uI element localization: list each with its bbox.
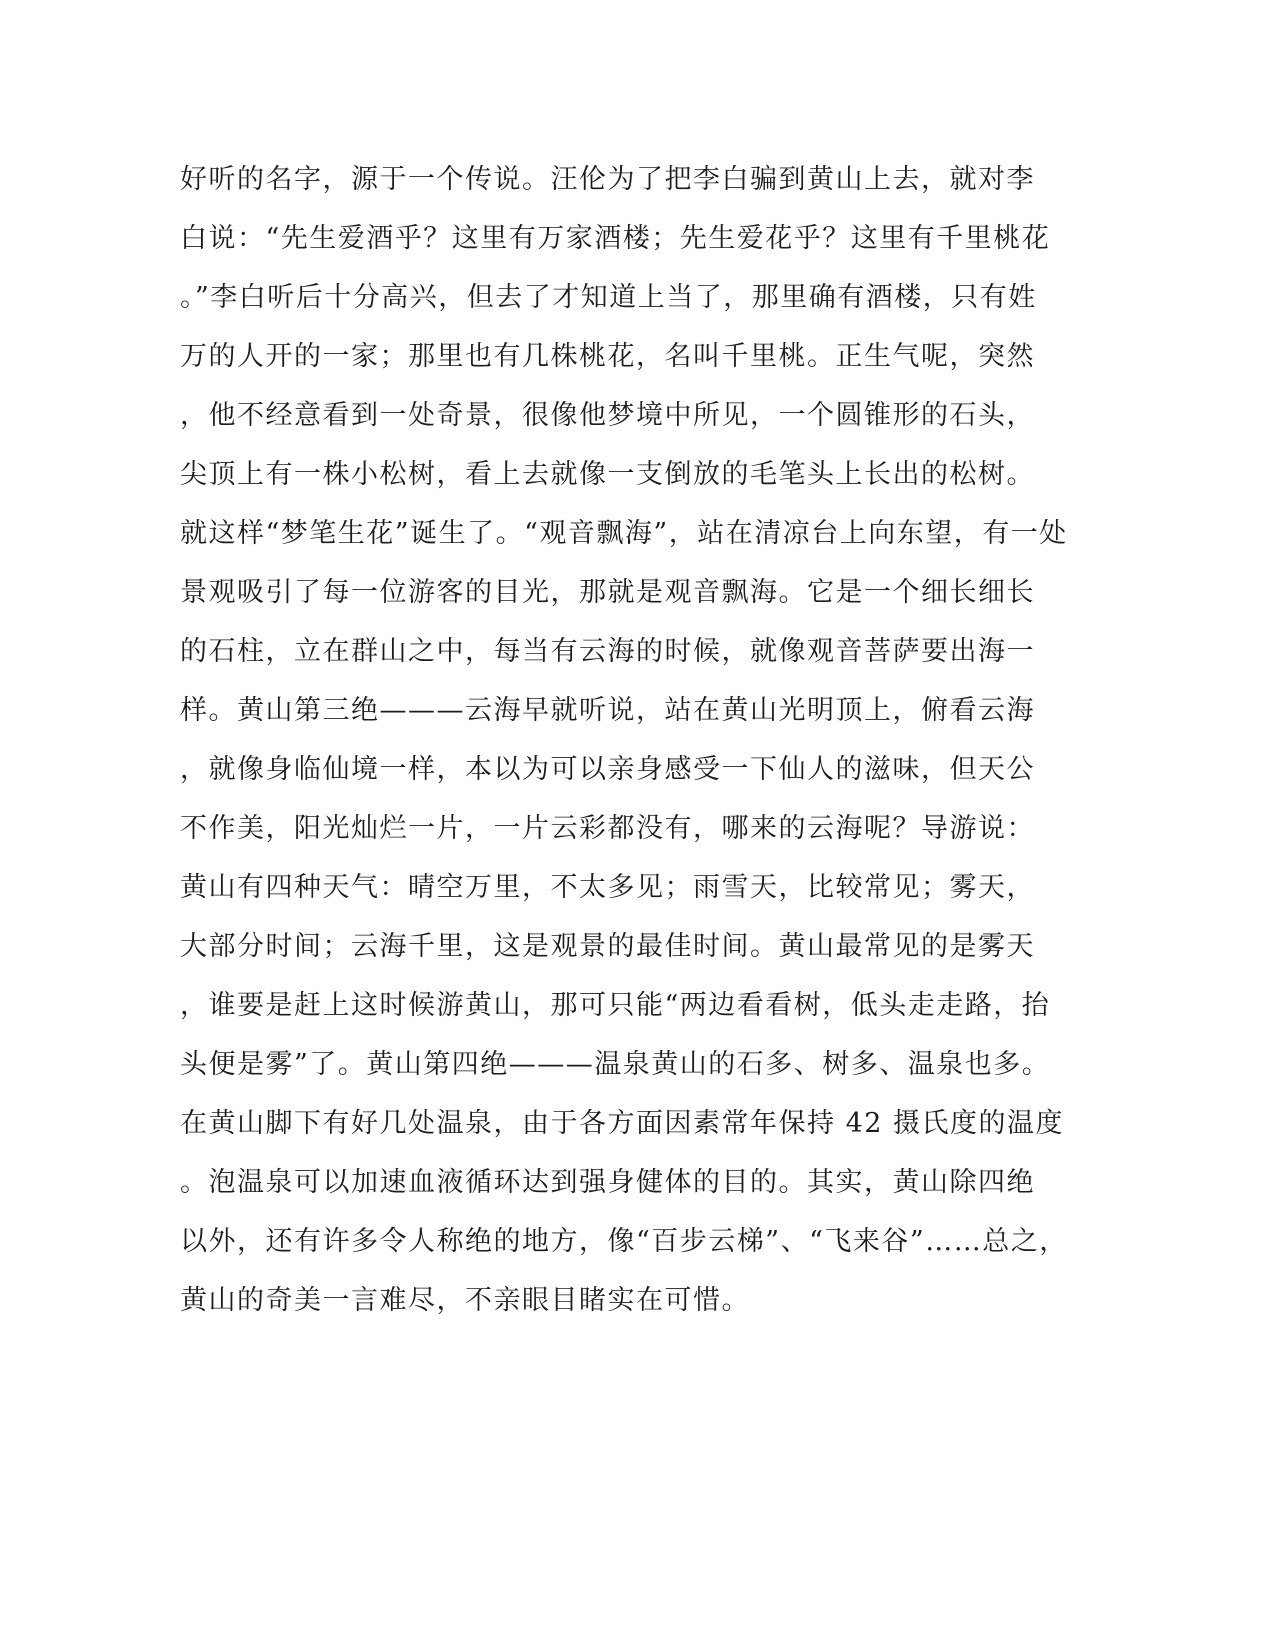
text-line: 万的人开的一家；那里也有几株桃花，名叫千里桃。正生气呢，突然 bbox=[180, 341, 1035, 372]
text-line: 白说：“先生爱酒乎？这里有万家酒楼；先生爱花乎？这里有千里桃花 bbox=[180, 223, 1051, 254]
text-line: ，他不经意看到一处奇景，很像他梦境中所见，一个圆锥形的石头， bbox=[180, 400, 1035, 431]
body-text bbox=[180, 160, 1080, 1340]
text-line: 样。黄山第三绝———云海早就听说，站在黄山光明顶上，俯看云海 bbox=[180, 695, 1035, 726]
text-line: 以外，还有许多令人称绝的地方，像“百步云梯”、“飞来谷”……总之， bbox=[180, 1226, 1068, 1257]
text-line: 的石柱，立在群山之中，每当有云海的时候，就像观音菩萨要出海一 bbox=[180, 636, 1035, 667]
text-line: ，谁要是赶上这时候游黄山，那可只能“两边看看树，低头走走路，抬 bbox=[180, 990, 1051, 1021]
text-line: 黄山有四种天气：晴空万里，不太多见；雨雪天，比较常见；雾天， bbox=[180, 872, 1035, 903]
text-line: 。”李白听后十分高兴，但去了才知道上当了，那里确有酒楼，只有姓 bbox=[180, 282, 1037, 313]
text-line: 就这样“梦笔生花”诞生了。“观音飘海”，站在清凉台上向东望，有一处 bbox=[180, 518, 1068, 549]
text-line: 尖顶上有一株小松树，看上去就像一支倒放的毛笔头上长出的松树。 bbox=[180, 459, 1035, 490]
text-line: 在黄山脚下有好几处温泉，由于各方面因素常年保持 42 摄氏度的温度 bbox=[180, 1108, 1065, 1139]
text-line: 好听的名字，源于一个传说。汪伦为了把李白骗到黄山上去，就对李 bbox=[180, 164, 1035, 195]
text-line: 大部分时间；云海千里，这是观景的最佳时间。黄山最常见的是雾天 bbox=[180, 931, 1035, 962]
text-line: 头便是雾”了。黄山第四绝———温泉黄山的石多、树多、温泉也多。 bbox=[180, 1049, 1051, 1080]
text-line: 景观吸引了每一位游客的目光，那就是观音飘海。它是一个细长细长 bbox=[180, 577, 1035, 608]
text-line: 黄山的奇美一言难尽，不亲眼目睹实在可惜。 bbox=[180, 1285, 750, 1316]
text-line: 。泡温泉可以加速血液循环达到强身健体的目的。其实，黄山除四绝 bbox=[180, 1167, 1035, 1198]
text-line: ，就像身临仙境一样，本以为可以亲身感受一下仙人的滋味，但天公 bbox=[180, 754, 1035, 785]
text-line: 不作美，阳光灿烂一片，一片云彩都没有，哪来的云海呢？导游说： bbox=[180, 813, 1035, 844]
